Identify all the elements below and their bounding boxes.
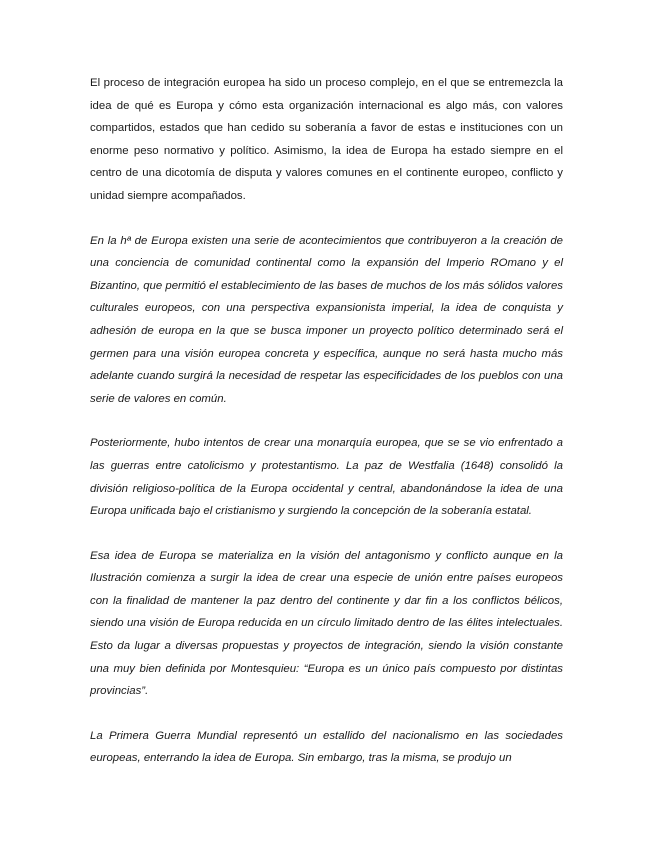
paragraph-enlightenment-montesquieu: Esa idea de Europa se materializa en la visión del antagonismo y conflicto aunque en la Ilustración comienza a surgir la idea de crear una especie de unión entre países europeos con la finalidad de mantener la paz dentro del continente y dar fin a los conflictos bélicos, siendo una visión de Europa reducida en un círculo limitado dentro de las élites intelectuales. Esto da lugar a diversas propuestas y proyectos de integración, siendo la visión constante una muy bien definida por Montesquieu: “Europa es un único país compuesto por distintas provincias”.: [90, 549, 563, 698]
paragraph-first-world-war: La Primera Guerra Mundial representó un estallido del nacionalismo en las sociedades europeas, enterrando la idea de Europa. Sin embargo, tras la misma, se produjo un: [90, 729, 563, 765]
paragraph-integration-intro: El proceso de integración europea ha sido un proceso complejo, en el que se entremezcla la idea de qué es Europa y cómo esta organización internacional es algo más, con valores compartidos, estados que han cedido su soberanía a favor de estas e instituciones con un enorme peso normativo y político. Asimismo, la idea de Europa ha estado siempre en el centro de una dicotomía de disputa y valores comunes en el continente europeo, conflicto y unidad siempre acompañados.: [90, 77, 563, 202]
paragraph-history-roman-empire: En la hª de Europa existen una serie de acontecimientos que contribuyeron a la creación de una conciencia de comunidad continental como la expansión del Imperio ROmano y el Bizantino, que permitió el establecimiento de las bases de muchos de los más sólidos valores culturales europeos, con una perspectiva expansionista imperial, la idea de conquista y adhesión de europa en la que se busca imponer un proyecto político determinado será el germen para una visión europea concreta y específica, aunque no será hasta mucho más adelante cuando surgirá la necesidad de respetar las especificidades de los pueblos con una serie de valores en común.: [90, 234, 563, 405]
paragraph-european-monarchy: Posteriormente, hubo intentos de crear una monarquía europea, que se se vio enfrentado a las guerras entre catolicismo y protestantismo. La paz de Westfalia (1648) consolidó la división religioso-política de la Europa occidental y central, abandonándose la idea de una Europa unificada bajo el cristianismo y surgiendo la concepción de la soberanía estatal.: [90, 437, 563, 518]
